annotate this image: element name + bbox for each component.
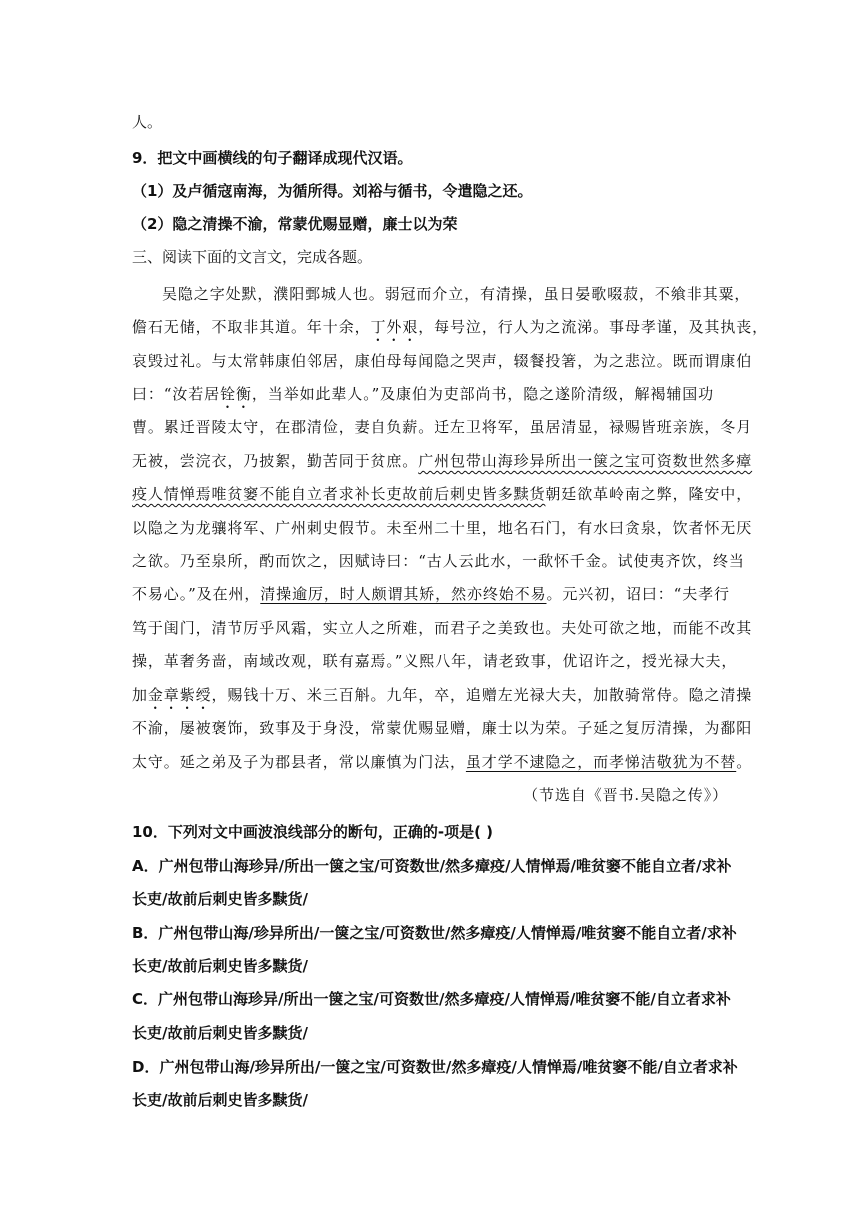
underlined-text: 清操逾厉，时人颇谓其矫，然亦终始不易 (260, 585, 547, 603)
option-a-continued: 长吏/故前后刺史皆多黩货/ (132, 890, 308, 908)
wavy-underlined-text: 疫人情惮焉唯贫窭不能自立者求补长吏故前后刺史皆多黩货 (132, 485, 546, 503)
passage-line: 笃于闺门，清节厉乎风霜，实立人之所难，而君子之美致也。夫处可欲之地，而能不改其 (132, 619, 753, 637)
passage-line: 曹。累迁晋陵太守，在郡清俭，妻自负薪。迁左卫将军，虽居清显，禄赐皆班亲族，冬月 (132, 418, 753, 436)
question-10-title: 10．下列对文中画波浪线部分的断句，正确的-项是( ) (132, 823, 494, 841)
question-9-sentence-1: （1）及卢循寇南海，为循所得。刘裕与循书，令遣隐之还。 (132, 182, 533, 200)
passage-line: 儋石无储，不取非其道。年十余，丁外艰，每号泣，行人为之流涕。事母孝谨，及其执丧， (132, 318, 769, 336)
passage-line: 疫人情惮焉唯贫窭不能自立者求补长吏故前后刺史皆多黩货朝廷欲革岭南之弊，隆安中， (132, 485, 753, 503)
passage-line: 哀毁过礼。与太常韩康伯邻居，康伯母每闻隐之哭声，辍餐投箸，为之悲泣。既而谓康伯 (132, 352, 753, 370)
option-c-continued: 长吏/故前后刺史皆多黩货/ (132, 1024, 308, 1042)
option-b-continued: 长吏/故前后刺史皆多黩货/ (132, 957, 308, 975)
passage-line: 吴隐之字处默，濮阳鄄城人也。弱冠而介立，有清操，虽日晏歌啜菽，不飨非其粟， (162, 285, 751, 303)
underlined-text: 虽才学不逮隐之，而孝悌洁敬犹为不替 (465, 753, 737, 771)
passage-line: 操，革奢务啬，南域改观，联有嘉焉。”义熙八年，请老致事，优诏许之，授光禄大夫， (132, 652, 738, 670)
option-d: D．广州包带山海/珍异所出/一箧之宝/可资数世/然多瘴疫/人情惮焉/唯贫窭不能/自立者求补 (132, 1058, 738, 1076)
passage-source: （节选自《晋书.吴隐之传》） (523, 786, 728, 804)
option-d-continued: 长吏/故前后刺史皆多黩货/ (132, 1091, 308, 1109)
option-a: A．广州包带山海珍异/所出一箧之宝/可资数世/然多瘴疫/人情惮焉/唯贫窭不能自立者/求补 (132, 857, 732, 875)
passage-line: 无被，尝浣衣，乃披絮，勤苦同于贫庶。广州包带山海珍异所出一箧之宝可资数世然多瘴 (132, 452, 753, 470)
section-3-heading: 三、阅读下面的文言文，完成各题。 (132, 248, 373, 266)
passage-line: 太守。延之弟及子为郡县者，常以廉慎为门法，虽才学不逮隐之，而孝悌洁敬犹为不替。 (132, 753, 753, 771)
passage-line: 以隐之为龙骧将军、广州刺史假节。未至州二十里，地名石门，有水曰贪泉，饮者怀无厌 (132, 519, 753, 537)
wavy-underlined-text: 广州包带山海珍异所出一箧之宝可资数世然多瘴 (418, 452, 753, 470)
option-c: C．广州包带山海珍异/所出一箧之宝/可资数世/然多瘴疫/人情惮焉/唯贫窭不能/自立者求补 (132, 990, 731, 1008)
dotted-term: 丁外艰 (370, 318, 419, 336)
option-b: B．广州包带山海/珍异所出/一箧之宝/可资数世/然多瘴疫/人情惮焉/唯贫窭不能自立者/求补 (132, 924, 737, 942)
dotted-term: 铨衡 (220, 385, 252, 403)
passage-line: 加金章紫绶，赐钱十万、米三百斛。九年，卒，追赠左光禄大夫，加散骑常侍。隐之清操 (132, 686, 753, 704)
passage-line: 不易心。”及在州，清操逾厉，时人颇谓其矫，然亦终始不易。元兴初，诏曰：“夫孝行 (132, 585, 730, 603)
question-9-sentence-2: （2）隐之清操不渝，常蒙优赐显赠，廉士以为荣 (132, 215, 458, 233)
question-9-title: 9．把文中画横线的句子翻译成现代汉语。 (132, 149, 413, 167)
passage-line: 之欲。乃至泉所，酌而饮之，因赋诗曰：“古人云此水，一歃怀千金。试使夷齐饮，终当 (132, 552, 745, 570)
dotted-term: 金章紫绶 (147, 686, 212, 704)
previous-answer-tail: 人。 (132, 113, 163, 131)
passage-line: 曰：“汝若居铨衡，当举如此辈人。”及康伯为吏部尚书，隐之遂阶清级，解褐辅国功 (132, 385, 715, 403)
passage-line: 不渝，屡被褒饰，致事及于身没，常蒙优赐显赠，廉士以为荣。子延之复厉清操，为鄱阳 (132, 719, 753, 737)
